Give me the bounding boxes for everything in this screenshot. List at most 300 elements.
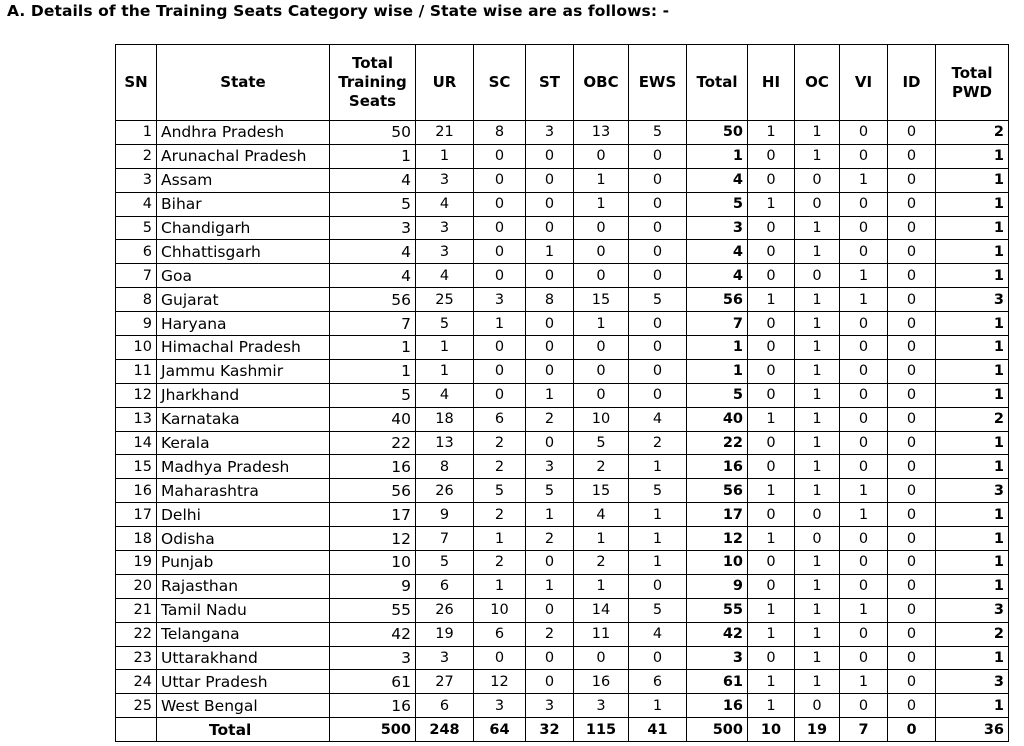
total-cell: 12: [687, 527, 748, 551]
vi-cell: 0: [840, 192, 888, 216]
hi-cell: 0: [748, 646, 795, 670]
column-header-line: Training: [338, 73, 407, 91]
ur-cell: 25: [416, 288, 474, 312]
table-row: [116, 527, 1009, 551]
state-name-cell: Assam: [157, 168, 330, 192]
obc-cell: 1: [574, 574, 629, 598]
table-row: [116, 192, 1009, 216]
total-training-seats-cell: 56: [330, 479, 416, 503]
state-name-cell: Delhi: [157, 503, 330, 527]
total-pwd-cell: 1: [936, 359, 1009, 383]
total-cell: 3: [687, 216, 748, 240]
state-name-cell: Madhya Pradesh: [157, 455, 330, 479]
table-row: [116, 574, 1009, 598]
st-cell: 2: [526, 622, 574, 646]
table-row: [116, 622, 1009, 646]
id-cell: 0: [888, 646, 936, 670]
sn-cell: 6: [116, 240, 157, 264]
total-cell: 4: [687, 264, 748, 288]
totals-ur: 248: [416, 718, 474, 742]
total-pwd-cell: 1: [936, 551, 1009, 575]
total-training-seats-cell: 7: [330, 312, 416, 336]
total-cell: 50: [687, 121, 748, 145]
state-name-cell: Tamil Nadu: [157, 598, 330, 622]
vi-cell: 0: [840, 240, 888, 264]
oc-cell: 0: [795, 694, 840, 718]
hi-cell: 1: [748, 192, 795, 216]
column-header-state: State: [157, 45, 330, 121]
total-training-seats-cell: 10: [330, 551, 416, 575]
sc-cell: 3: [474, 694, 526, 718]
column-header-line: Total: [951, 63, 993, 82]
totals-st: 32: [526, 718, 574, 742]
ews-cell: 0: [629, 383, 687, 407]
id-cell: 0: [888, 551, 936, 575]
obc-cell: 1: [574, 312, 629, 336]
total-training-seats-cell: 16: [330, 694, 416, 718]
total-pwd-cell: 1: [936, 503, 1009, 527]
table-row: [116, 240, 1009, 264]
id-cell: 0: [888, 288, 936, 312]
st-cell: 0: [526, 431, 574, 455]
ews-cell: 5: [629, 598, 687, 622]
total-cell: 1: [687, 359, 748, 383]
total-cell: 16: [687, 694, 748, 718]
state-name-cell: Goa: [157, 264, 330, 288]
ews-cell: 1: [629, 503, 687, 527]
obc-cell: 16: [574, 670, 629, 694]
state-name-cell: Chandigarh: [157, 216, 330, 240]
total-pwd-cell: 1: [936, 192, 1009, 216]
vi-cell: 0: [840, 622, 888, 646]
hi-cell: 1: [748, 670, 795, 694]
ur-cell: 8: [416, 455, 474, 479]
hi-cell: 0: [748, 574, 795, 598]
oc-cell: 1: [795, 312, 840, 336]
obc-cell: 4: [574, 503, 629, 527]
id-cell: 0: [888, 240, 936, 264]
table-row: [116, 121, 1009, 145]
id-cell: 0: [888, 144, 936, 168]
hi-cell: 0: [748, 216, 795, 240]
column-header-sn: SN: [116, 45, 157, 121]
hi-cell: 1: [748, 288, 795, 312]
total-training-seats-cell: 5: [330, 383, 416, 407]
total-pwd-cell: 1: [936, 144, 1009, 168]
st-cell: 1: [526, 574, 574, 598]
sc-cell: 0: [474, 240, 526, 264]
st-cell: 3: [526, 121, 574, 145]
ur-cell: 3: [416, 646, 474, 670]
ur-cell: 7: [416, 527, 474, 551]
oc-cell: 1: [795, 144, 840, 168]
ur-cell: 21: [416, 121, 474, 145]
total-cell: 55: [687, 598, 748, 622]
state-name-cell: Himachal Pradesh: [157, 336, 330, 360]
st-cell: 1: [526, 503, 574, 527]
total-training-seats-cell: 4: [330, 168, 416, 192]
total-pwd-cell: 2: [936, 407, 1009, 431]
sn-cell: 12: [116, 383, 157, 407]
totals-id: 0: [888, 718, 936, 742]
obc-cell: 0: [574, 144, 629, 168]
vi-cell: 0: [840, 551, 888, 575]
total-training-seats-cell: 42: [330, 622, 416, 646]
total-training-seats-cell: 55: [330, 598, 416, 622]
total-pwd-cell: 1: [936, 312, 1009, 336]
sn-cell: 1: [116, 121, 157, 145]
ews-cell: 0: [629, 216, 687, 240]
vi-cell: 1: [840, 503, 888, 527]
state-name-cell: Jharkhand: [157, 383, 330, 407]
sn-cell: 22: [116, 622, 157, 646]
total-pwd-cell: 1: [936, 574, 1009, 598]
total-cell: 1: [687, 144, 748, 168]
ur-cell: 9: [416, 503, 474, 527]
oc-cell: 1: [795, 288, 840, 312]
st-cell: 2: [526, 407, 574, 431]
obc-cell: 1: [574, 192, 629, 216]
table-row: [116, 383, 1009, 407]
st-cell: 0: [526, 598, 574, 622]
id-cell: 0: [888, 336, 936, 360]
total-cell: 4: [687, 240, 748, 264]
ur-cell: 3: [416, 216, 474, 240]
st-cell: 0: [526, 192, 574, 216]
obc-cell: 11: [574, 622, 629, 646]
st-cell: 0: [526, 336, 574, 360]
id-cell: 0: [888, 216, 936, 240]
sc-cell: 0: [474, 192, 526, 216]
id-cell: 0: [888, 407, 936, 431]
sn-cell: 11: [116, 359, 157, 383]
st-cell: 3: [526, 455, 574, 479]
st-cell: 0: [526, 216, 574, 240]
obc-cell: 15: [574, 288, 629, 312]
column-header-line: Total: [352, 54, 393, 72]
oc-cell: 1: [795, 479, 840, 503]
state-name-cell: Gujarat: [157, 288, 330, 312]
table-row: [116, 216, 1009, 240]
table-row: [116, 144, 1009, 168]
total-training-seats-cell: 17: [330, 503, 416, 527]
sc-cell: 1: [474, 312, 526, 336]
id-cell: 0: [888, 622, 936, 646]
total-cell: 9: [687, 574, 748, 598]
ur-cell: 3: [416, 168, 474, 192]
table-row: [116, 312, 1009, 336]
ur-cell: 26: [416, 598, 474, 622]
hi-cell: 0: [748, 144, 795, 168]
totals-pwd: 36: [936, 718, 1009, 742]
obc-cell: 1: [574, 168, 629, 192]
column-header-total-training-seats: [330, 45, 416, 121]
vi-cell: 1: [840, 479, 888, 503]
total-cell: 40: [687, 407, 748, 431]
sc-cell: 0: [474, 216, 526, 240]
total-training-seats-cell: 3: [330, 646, 416, 670]
ews-cell: 0: [629, 336, 687, 360]
total-cell: 5: [687, 383, 748, 407]
oc-cell: 1: [795, 551, 840, 575]
hi-cell: 0: [748, 336, 795, 360]
oc-cell: 1: [795, 574, 840, 598]
total-training-seats-cell: 56: [330, 288, 416, 312]
state-name-cell: Maharashtra: [157, 479, 330, 503]
total-pwd-cell: 1: [936, 527, 1009, 551]
state-name-cell: Jammu Kashmir: [157, 359, 330, 383]
total-training-seats-cell: 12: [330, 527, 416, 551]
st-cell: 1: [526, 240, 574, 264]
oc-cell: 1: [795, 383, 840, 407]
total-pwd-cell: 1: [936, 431, 1009, 455]
vi-cell: 1: [840, 598, 888, 622]
hi-cell: 0: [748, 264, 795, 288]
table-row: [116, 455, 1009, 479]
totals-sn-cell: [116, 718, 157, 742]
total-cell: 56: [687, 479, 748, 503]
vi-cell: 0: [840, 336, 888, 360]
ews-cell: 6: [629, 670, 687, 694]
hi-cell: 0: [748, 240, 795, 264]
table-body: [116, 121, 1009, 718]
sc-cell: 2: [474, 431, 526, 455]
ur-cell: 1: [416, 144, 474, 168]
hi-cell: 1: [748, 527, 795, 551]
sn-cell: 13: [116, 407, 157, 431]
sn-cell: 8: [116, 288, 157, 312]
sc-cell: 1: [474, 527, 526, 551]
state-name-cell: Rajasthan: [157, 574, 330, 598]
id-cell: 0: [888, 121, 936, 145]
total-training-seats-cell: 22: [330, 431, 416, 455]
hi-cell: 0: [748, 455, 795, 479]
total-cell: 42: [687, 622, 748, 646]
obc-cell: 10: [574, 407, 629, 431]
vi-cell: 0: [840, 646, 888, 670]
sn-cell: 16: [116, 479, 157, 503]
oc-cell: 0: [795, 192, 840, 216]
vi-cell: 0: [840, 574, 888, 598]
table-row: [116, 694, 1009, 718]
table-row: [116, 336, 1009, 360]
sn-cell: 7: [116, 264, 157, 288]
hi-cell: 0: [748, 503, 795, 527]
table-row: [116, 431, 1009, 455]
sc-cell: 0: [474, 144, 526, 168]
vi-cell: 0: [840, 431, 888, 455]
obc-cell: 13: [574, 121, 629, 145]
obc-cell: 0: [574, 383, 629, 407]
ur-cell: 1: [416, 359, 474, 383]
totals-training-seats: 500: [330, 718, 416, 742]
total-pwd-cell: 3: [936, 479, 1009, 503]
state-name-cell: Andhra Pradesh: [157, 121, 330, 145]
ur-cell: 13: [416, 431, 474, 455]
totals-vi: 7: [840, 718, 888, 742]
total-pwd-cell: 2: [936, 622, 1009, 646]
column-header-line: Seats: [348, 92, 397, 110]
st-cell: 0: [526, 551, 574, 575]
obc-cell: 0: [574, 216, 629, 240]
state-name-cell: Arunachal Pradesh: [157, 144, 330, 168]
ews-cell: 4: [629, 407, 687, 431]
column-header-total: Total: [687, 45, 748, 121]
column-header-hi: HI: [748, 45, 795, 121]
ews-cell: 2: [629, 431, 687, 455]
total-cell: 17: [687, 503, 748, 527]
ur-cell: 1: [416, 336, 474, 360]
id-cell: 0: [888, 168, 936, 192]
state-name-cell: Telangana: [157, 622, 330, 646]
total-cell: 61: [687, 670, 748, 694]
totals-sc: 64: [474, 718, 526, 742]
table-row: [116, 264, 1009, 288]
total-cell: 5: [687, 192, 748, 216]
totals-obc: 115: [574, 718, 629, 742]
oc-cell: 1: [795, 240, 840, 264]
st-cell: 0: [526, 359, 574, 383]
sn-cell: 23: [116, 646, 157, 670]
sc-cell: 5: [474, 479, 526, 503]
ur-cell: 27: [416, 670, 474, 694]
total-training-seats-cell: 1: [330, 359, 416, 383]
total-training-seats-cell: 1: [330, 336, 416, 360]
ews-cell: 1: [629, 455, 687, 479]
column-header-oc: OC: [795, 45, 840, 121]
sn-cell: 25: [116, 694, 157, 718]
st-cell: 0: [526, 264, 574, 288]
sc-cell: 0: [474, 264, 526, 288]
id-cell: 0: [888, 670, 936, 694]
id-cell: 0: [888, 455, 936, 479]
sc-cell: 8: [474, 121, 526, 145]
oc-cell: 1: [795, 455, 840, 479]
id-cell: 0: [888, 694, 936, 718]
sc-cell: 6: [474, 622, 526, 646]
total-cell: 16: [687, 455, 748, 479]
total-training-seats-cell: 9: [330, 574, 416, 598]
st-cell: 1: [526, 383, 574, 407]
ews-cell: 4: [629, 622, 687, 646]
sc-cell: 0: [474, 646, 526, 670]
sc-cell: 3: [474, 288, 526, 312]
ur-cell: 4: [416, 264, 474, 288]
oc-cell: 0: [795, 264, 840, 288]
hi-cell: 1: [748, 479, 795, 503]
sc-cell: 6: [474, 407, 526, 431]
total-training-seats-cell: 61: [330, 670, 416, 694]
state-name-cell: Punjab: [157, 551, 330, 575]
column-header-vi: VI: [840, 45, 888, 121]
vi-cell: 0: [840, 312, 888, 336]
totals-row: [116, 718, 1009, 742]
column-header-obc: OBC: [574, 45, 629, 121]
oc-cell: 1: [795, 622, 840, 646]
vi-cell: 0: [840, 527, 888, 551]
obc-cell: 2: [574, 455, 629, 479]
sn-cell: 5: [116, 216, 157, 240]
obc-cell: 0: [574, 646, 629, 670]
section-heading: A. Details of the Training Seats Category wise / State wise are as follows: -: [7, 2, 670, 20]
vi-cell: 1: [840, 264, 888, 288]
sc-cell: 0: [474, 383, 526, 407]
sn-cell: 21: [116, 598, 157, 622]
state-name-cell: Haryana: [157, 312, 330, 336]
total-pwd-cell: 1: [936, 336, 1009, 360]
oc-cell: 1: [795, 336, 840, 360]
id-cell: 0: [888, 192, 936, 216]
id-cell: 0: [888, 431, 936, 455]
sc-cell: 2: [474, 455, 526, 479]
table-row: [116, 598, 1009, 622]
total-cell: 56: [687, 288, 748, 312]
vi-cell: 1: [840, 288, 888, 312]
hi-cell: 0: [748, 359, 795, 383]
table-row: [116, 359, 1009, 383]
hi-cell: 1: [748, 598, 795, 622]
sn-cell: 19: [116, 551, 157, 575]
training-seats-table: [115, 44, 1009, 742]
sc-cell: 0: [474, 168, 526, 192]
sn-cell: 18: [116, 527, 157, 551]
st-cell: 8: [526, 288, 574, 312]
hi-cell: 1: [748, 622, 795, 646]
sc-cell: 2: [474, 551, 526, 575]
sn-cell: 17: [116, 503, 157, 527]
st-cell: 0: [526, 646, 574, 670]
ews-cell: 1: [629, 694, 687, 718]
oc-cell: 1: [795, 670, 840, 694]
state-name-cell: Chhattisgarh: [157, 240, 330, 264]
oc-cell: 0: [795, 168, 840, 192]
obc-cell: 0: [574, 336, 629, 360]
obc-cell: 5: [574, 431, 629, 455]
ur-cell: 4: [416, 192, 474, 216]
column-header-ur: UR: [416, 45, 474, 121]
total-cell: 3: [687, 646, 748, 670]
total-pwd-cell: 1: [936, 383, 1009, 407]
sn-cell: 20: [116, 574, 157, 598]
total-pwd-cell: 1: [936, 264, 1009, 288]
id-cell: 0: [888, 503, 936, 527]
table-row: [116, 407, 1009, 431]
sc-cell: 10: [474, 598, 526, 622]
ews-cell: 1: [629, 527, 687, 551]
state-name-cell: Uttar Pradesh: [157, 670, 330, 694]
hi-cell: 1: [748, 407, 795, 431]
hi-cell: 0: [748, 551, 795, 575]
ews-cell: 5: [629, 479, 687, 503]
sc-cell: 1: [474, 574, 526, 598]
total-cell: 1: [687, 336, 748, 360]
table-row: [116, 168, 1009, 192]
obc-cell: 14: [574, 598, 629, 622]
sn-cell: 10: [116, 336, 157, 360]
total-pwd-cell: 3: [936, 598, 1009, 622]
total-pwd-cell: 1: [936, 694, 1009, 718]
oc-cell: 1: [795, 407, 840, 431]
ews-cell: 0: [629, 192, 687, 216]
total-cell: 4: [687, 168, 748, 192]
obc-cell: 1: [574, 527, 629, 551]
column-header-st: ST: [526, 45, 574, 121]
total-pwd-cell: 1: [936, 455, 1009, 479]
header-row: [116, 45, 1009, 121]
table-row: [116, 670, 1009, 694]
vi-cell: 0: [840, 121, 888, 145]
oc-cell: 1: [795, 598, 840, 622]
